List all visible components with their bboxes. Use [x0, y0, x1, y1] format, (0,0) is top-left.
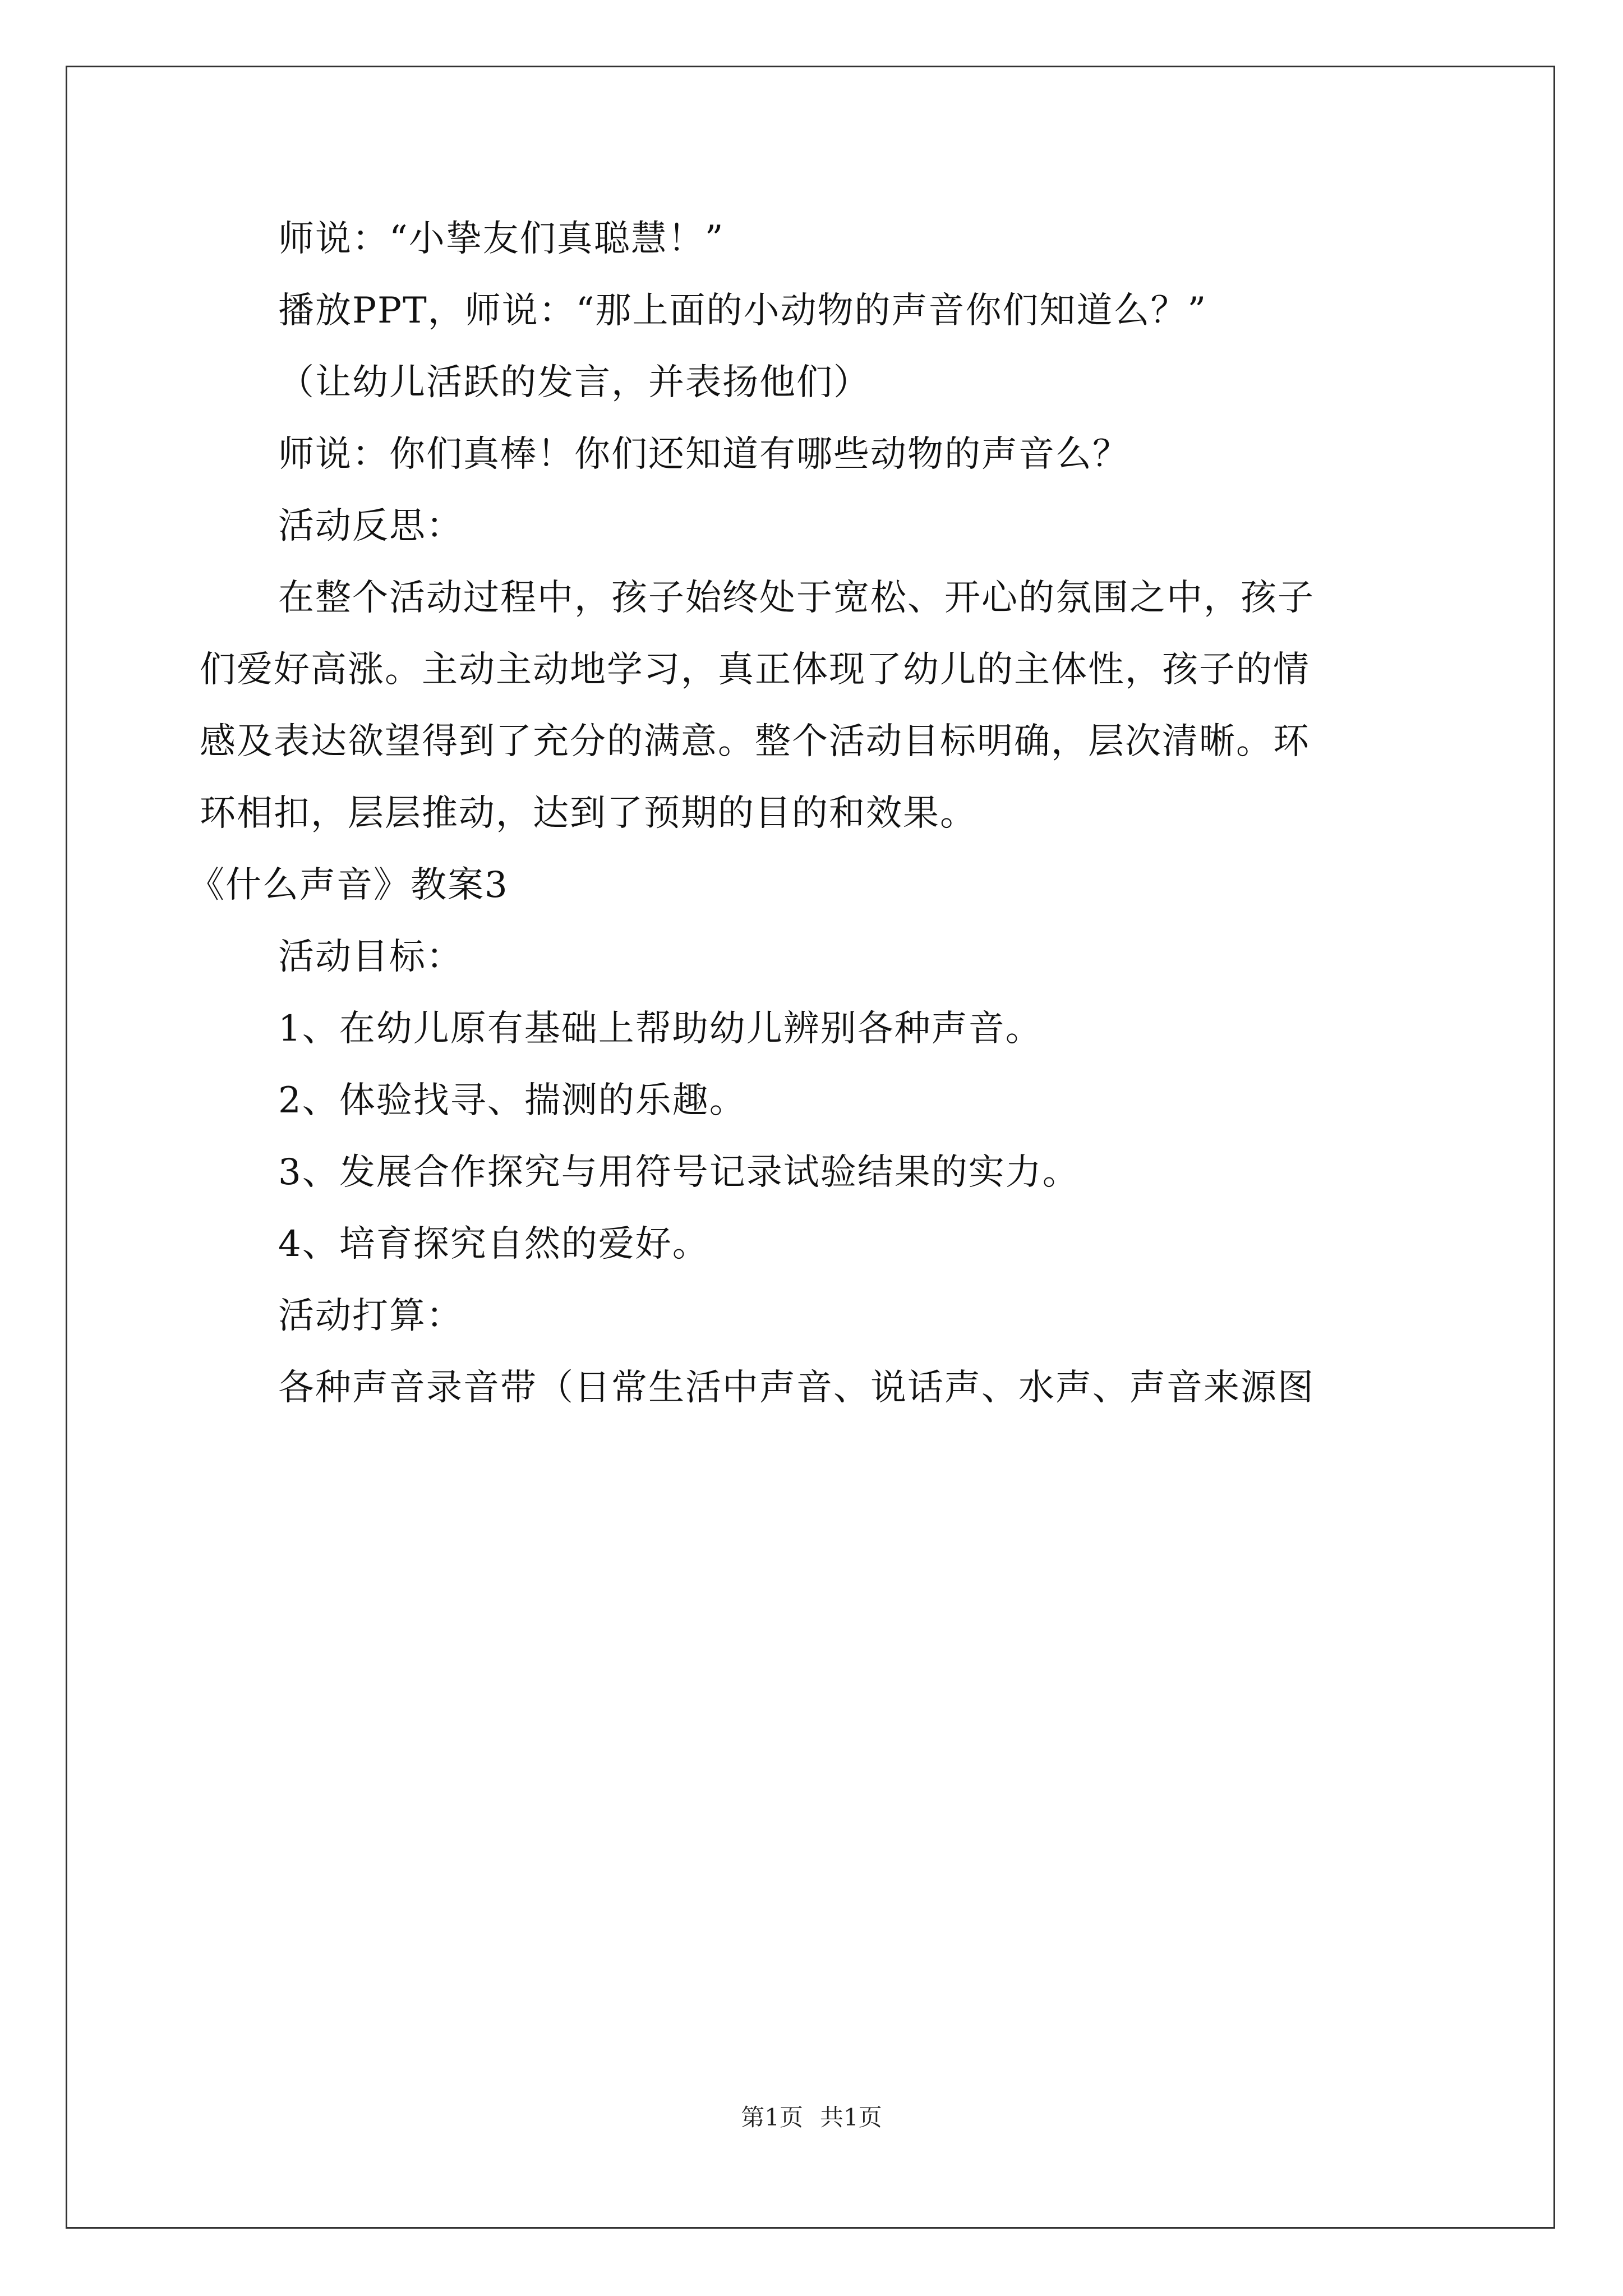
paragraph-preparation: 各种声音录音带（日常生活中声音、说话声、水声、声音来源图 [278, 1367, 1315, 1409]
paragraph-teacher-praise: 师说：“小挚友们真聪慧！” [278, 218, 725, 260]
page-number-current: 第1页 [741, 2104, 803, 2131]
paragraph-reflection-line-1: 在整个活动过程中，孩子始终处于宽松、开心的氛围之中，孩子 [278, 577, 1315, 619]
heading-reflection: 活动反思： [278, 505, 463, 547]
document-body [188, 218, 1422, 1409]
paragraph-play-ppt: 播放PPT，师说：“那上面的小动物的声音你们知道么？” [278, 290, 1207, 332]
paragraph-reflection-line-3: 感及表达欲望得到了充分的满意。整个活动目标明确，层次清晰。环 [200, 721, 1310, 762]
paragraph-children-speak: （让幼儿活跃的发言，并表扬他们） [278, 362, 870, 403]
goal-item-1: 1、在幼儿原有基础上帮助幼儿辨别各种声音。 [278, 1008, 1043, 1050]
paragraph-teacher-question: 师说：你们真棒！你们还知道有哪些动物的声音么？ [278, 434, 1129, 475]
goal-item-3: 3、发展合作探究与用符号记录试验结果的实力。 [278, 1152, 1080, 1193]
goal-item-2: 2、体验找寻、揣测的乐趣。 [278, 1080, 746, 1121]
paragraph-reflection-line-2: 们爱好高涨。主动主动地学习，真正体现了幼儿的主体性，孩子的情 [200, 649, 1310, 691]
page-number-total: 共1页 [820, 2104, 882, 2131]
goal-item-4: 4、培育探究自然的爱好。 [278, 1223, 709, 1265]
paragraph-reflection-line-4: 环相扣，层层推动，达到了预期的目的和效果。 [200, 793, 977, 834]
section-title: 《什么声音》教案3 [188, 864, 509, 906]
heading-goals: 活动目标： [278, 936, 463, 978]
page-footer [0, 2104, 1623, 2132]
heading-preparation: 活动打算： [278, 1295, 463, 1337]
